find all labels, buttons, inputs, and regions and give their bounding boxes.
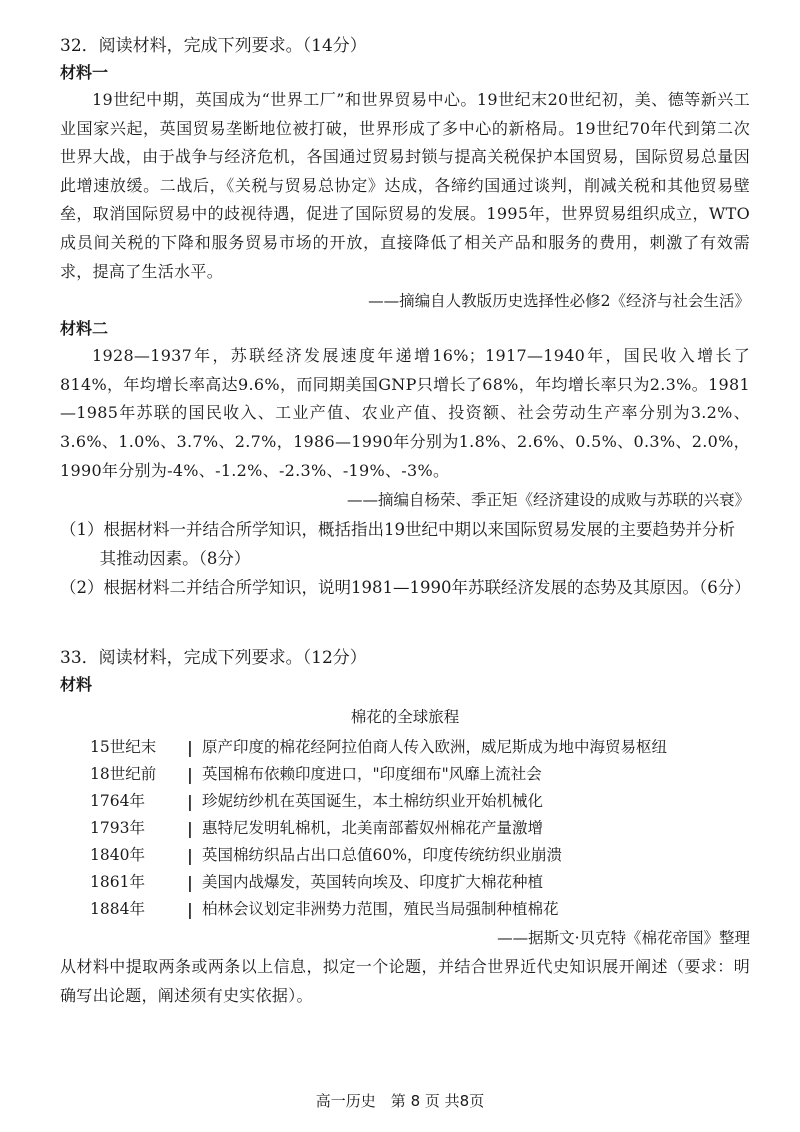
timeline-year: 1793年 — [90, 819, 145, 838]
exam-page — [60, 32, 750, 1010]
timeline-separator: | — [187, 846, 193, 866]
timeline-title: 棉花的全球旅程 — [350, 708, 460, 727]
timeline-year: 1884年 — [90, 900, 145, 919]
material-2-source: ——摘编自杨荣、季正矩《经济建设的成败与苏联的兴衰》 — [346, 491, 750, 510]
page-footer: 高一历史 第 8 页 共8页 — [315, 1092, 485, 1110]
question-32 — [60, 32, 750, 602]
timeline-row — [90, 788, 750, 815]
material-1-text: 19世纪中期，英国成为“世界工厂”和世界贸易中心。19世纪末20世纪初，美、德等新兴工业国家兴起，英国贸易垄断地位被打破，世界形成了多中心的新格局。19世纪70年代到第二次世界大战，由于战争与经济危机，各国通过贸易封锁与提高关税保护本国贸易，国际贸易总量因此增速放缓。二战后，《关税与贸易总协定》达成，各缔约国通过谈判，削减关税和其他贸易壁垒，取消国际贸易中的歧视待遇，促进了国际贸易的发展。1995年，世界贸易组织成立，WTO成员间关税的下降和服务贸易市场的开放，直接降低了相关产品和服务的费用，刺激了有效需求，提高了生活水平。 — [60, 90, 750, 281]
timeline-event: 珍妮纺纱机在英国诞生，本土棉纺织业开始机械化 — [202, 792, 544, 811]
timeline-row — [90, 761, 750, 788]
question-32-task-2: （2）根据材料二并结合所学知识，说明1981—1990年苏联经济发展的态势及其原因。（6分） — [60, 578, 751, 598]
timeline-event: 柏林会议划定非洲势力范围，殖民当局强制种植棉花 — [202, 900, 559, 919]
question-32-title: 32．阅读材料，完成下列要求。（14分） — [60, 36, 367, 56]
timeline-year: 18世纪前 — [90, 765, 157, 784]
question-32-task-1: （1）根据材料一并结合所学知识，概括指出19世纪中期以来国际贸易发展的主要趋势并分析其推动因素。（8分） — [60, 520, 735, 569]
timeline-event: 原产印度的棉花经阿拉伯商人传入欧洲，威尼斯成为地中海贸易枢纽 — [202, 738, 668, 757]
question-33 — [60, 644, 750, 1010]
question-33-task: 从材料中提取两条或两条以上信息，拟定一个论题，并结合世界近代史知识展开阐述（要求：明确写出论题，阐述须有史实依据）。 — [60, 957, 750, 1005]
material-label: 材料 — [60, 675, 93, 695]
timeline-year: 1840年 — [90, 846, 145, 865]
timeline-separator: | — [187, 873, 193, 893]
material-2-text: 1928—1937年，苏联经济发展速度年递增16%；1917—1940年，国民收入增长了814%，年均增长率高达9.6%，而同期美国GNP只增长了68%，年均增长率只为2.3%。1981—1985年苏联的国民收入、工业产值、农业产值、投资额、社会劳动生产率分别为3.2%、3.6%、1.0%、3.7%、2.7%，1986—1990年分别为1.8%、2.6%、0.5%、0.3%、2.0%，1990年分别为-4%、-1.2%、-2.3%、-19%、-3%。 — [60, 346, 750, 480]
material-2-label: 材料二 — [60, 319, 109, 339]
timeline-separator: | — [187, 765, 193, 785]
timeline-row — [90, 896, 750, 923]
timeline-event: 美国内战爆发，英国转向埃及、印度扩大棉花种植 — [202, 873, 544, 892]
question-33-title: 33．阅读材料，完成下列要求。（12分） — [60, 648, 367, 669]
timeline-separator: | — [187, 819, 193, 839]
timeline-event: 英国棉布依赖印度进口，"印度细布"风靡上流社会 — [202, 765, 542, 784]
material-1-source: ——摘编自人教版历史选择性必修2《经济与社会生活》 — [368, 292, 750, 311]
timeline-row — [90, 815, 750, 842]
timeline-year: 1861年 — [90, 873, 145, 892]
timeline — [90, 734, 750, 923]
timeline-event: 惠特尼发明轧棉机，北美南部蓄奴州棉花产量激增 — [202, 819, 544, 838]
timeline-event: 英国棉纺织品占出口总值60%，印度传统纺织业崩溃 — [202, 846, 562, 865]
timeline-row — [90, 734, 750, 761]
timeline-separator: | — [187, 792, 193, 812]
timeline-row — [90, 869, 750, 896]
timeline-separator: | — [187, 900, 193, 920]
timeline-year: 15世纪末 — [90, 738, 157, 757]
section-gap — [60, 602, 750, 644]
material-1-label: 材料一 — [60, 63, 109, 82]
timeline-year: 1764年 — [90, 792, 145, 811]
timeline-source: ——据斯文·贝克特《棉花帝国》整理 — [497, 929, 750, 948]
timeline-row — [90, 842, 750, 869]
timeline-separator: | — [187, 738, 193, 758]
